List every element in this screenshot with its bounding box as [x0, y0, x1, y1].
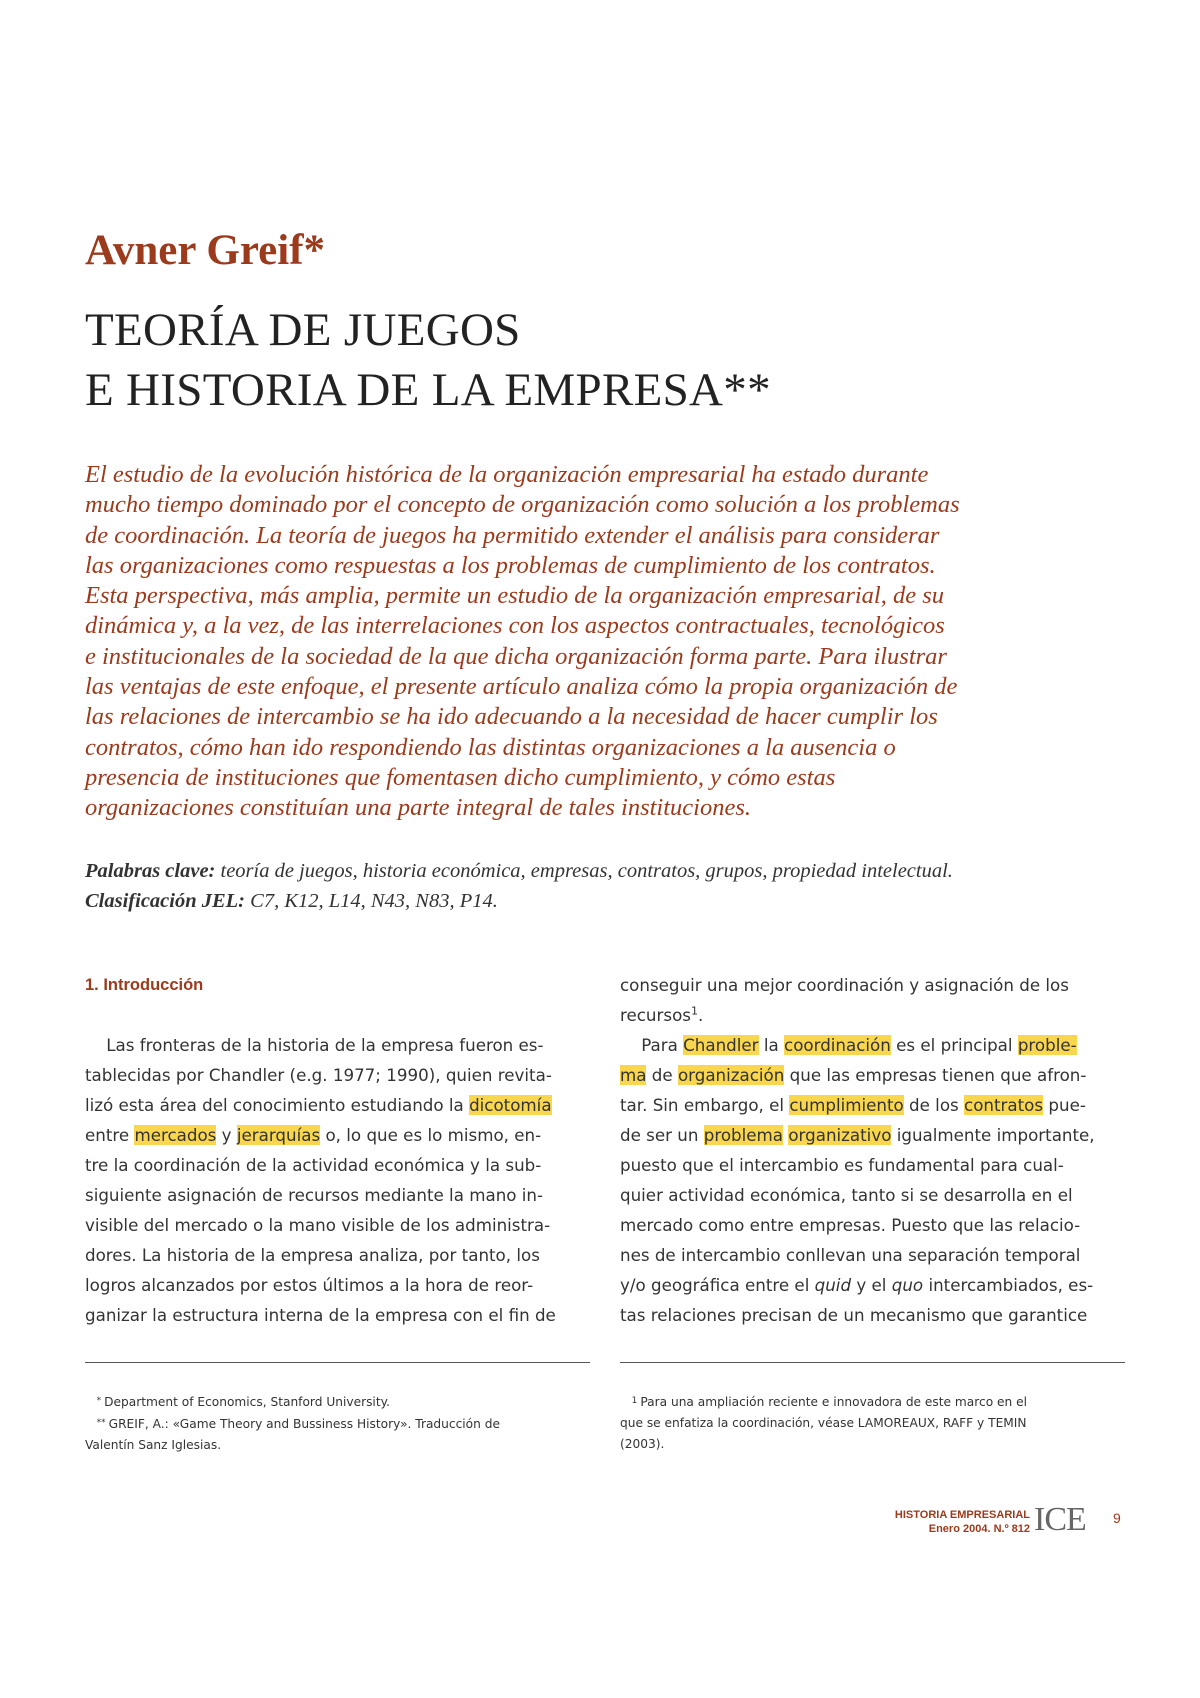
- footnote-line: $^1$ Para una ampliación reciente e innovadora de este marco en el: [631, 1395, 1028, 1409]
- text-line: nes de intercambio conllevan una separación temporal: [620, 1245, 1081, 1265]
- footnote-divider-right: [620, 1362, 1125, 1363]
- highlighted-term: organizativo: [788, 1125, 892, 1145]
- footnote-divider-left: [85, 1362, 590, 1363]
- footnote-line: que se enfatiza la coordinación, véase LAMOREAUX, RAFF y TEMIN: [620, 1416, 1027, 1430]
- text-line: logros alcanzados por estos últimos a la hora de reor-: [85, 1275, 534, 1295]
- keywords-text: teoría de juegos, historia económica, empresas, contratos, grupos, propiedad intelectual.: [215, 860, 953, 882]
- footnotes-left: [85, 1391, 590, 1456]
- keywords-row: [85, 856, 1125, 886]
- footnotes-right: [620, 1391, 1125, 1455]
- abstract-line: dinámica y, a la vez, de las interrelaciones con los aspectos contractuales, tecnológicos: [85, 612, 945, 640]
- highlighted-term: contratos: [964, 1095, 1044, 1115]
- abstract-line: de coordinación. La teoría de juegos ha permitido extender el análisis para considerar: [85, 521, 940, 549]
- text-line: tablecidas por Chandler (e.g. 1977; 1990), quien revita-: [85, 1065, 552, 1085]
- text-line: puesto que el intercambio es fundamental para cual-: [620, 1155, 1064, 1175]
- highlighted-term: ma: [620, 1065, 647, 1085]
- keywords-label: Palabras clave:: [85, 860, 216, 882]
- abstract-line: las organizaciones como respuestas a los problemas de cumplimiento de los contratos.: [85, 551, 936, 579]
- jel-label: Clasificación JEL:: [85, 890, 246, 912]
- footnote-mark: *: [96, 1396, 102, 1406]
- abstract-line: mucho tiempo dominado por el concepto de organización como solución a los problemas: [85, 491, 960, 519]
- highlighted-term: jerarquías: [236, 1125, 321, 1145]
- text-line: recursos$^1$.: [620, 1004, 704, 1025]
- highlighted-term: Chandler: [683, 1035, 759, 1055]
- italic-term: quid: [814, 1275, 852, 1295]
- footnote-reference[interactable]: 1: [690, 1004, 698, 1018]
- author-name: Avner Greif*: [85, 227, 326, 274]
- abstract-line: las ventajas de este enfoque, el presente artículo analiza cómo la propia organización de: [85, 673, 958, 701]
- footnote-mark: 1: [631, 1396, 638, 1406]
- page-number: 9: [1113, 1510, 1121, 1526]
- abstract-line: Esta perspectiva, más amplia, permite un estudio de la organización empresarial, de su: [85, 582, 944, 610]
- abstract: [85, 460, 1120, 824]
- abstract-line: El estudio de la evolución histórica de la organización empresarial ha estado durante: [85, 461, 929, 488]
- article-title: [85, 300, 771, 420]
- highlighted-term: problema: [703, 1125, 784, 1145]
- abstract-line: presencia de instituciones que fomentasen dicho cumplimiento, y cómo estas: [85, 763, 836, 791]
- text-line: Para Chandler la coordinación es el principal proble-: [620, 1035, 1077, 1055]
- text-line: dores. La historia de la empresa analiza, por tanto, los: [85, 1245, 540, 1265]
- left-column-body: [85, 1030, 590, 1330]
- text-line: de ser un problema organizativo igualmente importante,: [620, 1125, 1095, 1145]
- abstract-line: organizaciones constituían una parte integral de tales instituciones.: [85, 794, 751, 822]
- text-line: quier actividad económica, tanto si se desarrolla en el: [620, 1185, 1073, 1205]
- highlighted-term: cumplimiento: [789, 1095, 904, 1115]
- text-line: ma de organización que las empresas tienen que afron-: [620, 1065, 1087, 1085]
- text-line: entre mercados y jerarquías o, lo que es lo mismo, en-: [85, 1125, 542, 1145]
- italic-term: quo: [891, 1275, 924, 1295]
- section-heading: 1. Introducción: [85, 976, 204, 994]
- abstract-line: las relaciones de intercambio se ha ido adecuando a la necesidad de hacer cumplir los: [85, 703, 938, 731]
- footnote-line: (2003).: [620, 1437, 665, 1451]
- highlighted-term: dicotomía: [469, 1095, 552, 1115]
- highlighted-term: coordinación: [784, 1035, 891, 1055]
- title-line: E HISTORIA DE LA EMPRESA**: [85, 364, 771, 416]
- highlighted-term: proble-: [1017, 1035, 1077, 1055]
- highlighted-term: mercados: [134, 1125, 217, 1145]
- text-line: mercado como entre empresas. Puesto que las relacio-: [620, 1215, 1081, 1235]
- footnote-line: ** GREIF, A.: «Game Theory and Bussiness History». Traducción de: [96, 1417, 500, 1431]
- footer-journal-info: [895, 1508, 1030, 1536]
- text-line: y/o geográfica entre el quid y el quo intercambiados, es-: [620, 1275, 1094, 1295]
- footer-journal-name: HISTORIA EMPRESARIAL: [894, 1509, 1030, 1521]
- left-column: [85, 970, 590, 1330]
- journal-logo: ICE: [1034, 1501, 1086, 1538]
- text-line: tar. Sin embargo, el cumplimiento de los contratos pue-: [620, 1095, 1086, 1115]
- text-line: lizó esta área del conocimiento estudiando la dicotomía: [85, 1095, 552, 1115]
- title-line: TEORÍA DE JUEGOS: [85, 304, 521, 356]
- keywords-block: [85, 856, 1125, 916]
- text-line: visible del mercado o la mano visible de los administra-: [85, 1215, 551, 1235]
- abstract-line: e institucionales de la sociedad de la que dicha organización forma parte. Para ilustrar: [85, 642, 947, 670]
- text-line: ganizar la estructura interna de la empresa con el fin de: [85, 1305, 556, 1325]
- footer-issue: Enero 2004. N.º 812: [928, 1523, 1030, 1535]
- footnote-line: * Department of Economics, Stanford University.: [96, 1395, 390, 1409]
- highlighted-term: organización: [677, 1065, 785, 1085]
- text-line: tre la coordinación de la actividad económica y la sub-: [85, 1155, 542, 1175]
- footnote-line: Valentín Sanz Iglesias.: [85, 1438, 222, 1452]
- right-column-body: [620, 970, 1125, 1330]
- right-column: [620, 970, 1125, 1330]
- text-line: tas relaciones precisan de un mecanismo que garantice: [620, 1305, 1088, 1325]
- jel-text: C7, K12, L14, N43, N83, P14.: [245, 890, 498, 912]
- text-line: siguiente asignación de recursos mediante la mano in-: [85, 1185, 544, 1205]
- text-line: conseguir una mejor coordinación y asignación de los: [620, 975, 1069, 995]
- text-line: Las fronteras de la historia de la empresa fueron es-: [85, 1035, 544, 1055]
- abstract-line: contratos, cómo han ido respondiendo las distintas organizaciones a la ausencia o: [85, 733, 896, 761]
- jel-row: [85, 886, 1125, 916]
- footnote-mark: **: [96, 1418, 106, 1428]
